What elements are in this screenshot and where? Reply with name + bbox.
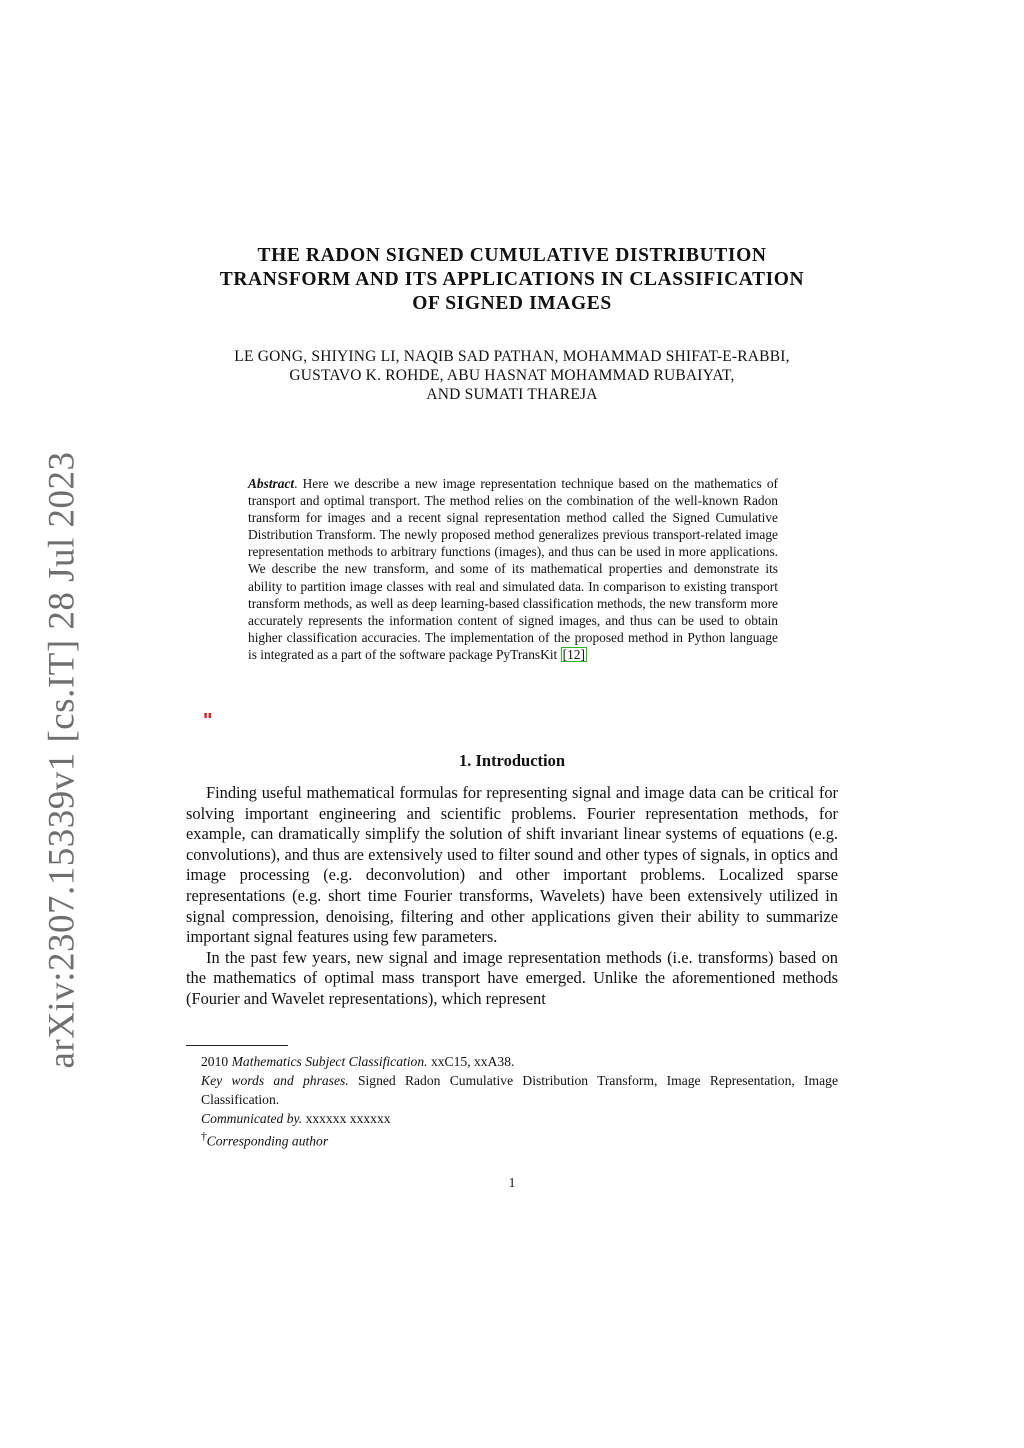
footnotes xyxy=(186,1052,838,1151)
introduction-body xyxy=(186,783,838,1010)
dagger-mark: † xyxy=(201,1131,207,1143)
msc-year: 2010 xyxy=(201,1054,232,1069)
title-line: OF SIGNED IMAGES xyxy=(412,293,612,314)
corresponding-footnote xyxy=(186,1128,838,1151)
author-line: AND SUMATI THAREJA xyxy=(426,386,598,403)
communicated-footnote xyxy=(186,1109,838,1128)
msc-value: xxC15, xxA38. xyxy=(427,1054,515,1069)
author-line: LE GONG, SHIYING LI, NAQIB SAD PATHAN, MOHAMMAD SHIFAT-E-RABBI, xyxy=(234,348,790,365)
footnote-divider xyxy=(186,1045,288,1046)
paper-title xyxy=(170,244,854,316)
section-heading: 1. Introduction xyxy=(458,751,566,770)
author-line: GUSTAVO K. ROHDE, ABU HASNAT MOHAMMAD RUBAIYAT, xyxy=(289,367,735,384)
arxiv-identifier-stamp[interactable]: arXiv:2307.15339v1 [cs.IT] 28 Jul 2023 xyxy=(41,451,83,1069)
annotation-mark: " xyxy=(203,710,213,732)
keywords-value: Signed Radon Cumulative Distribution Transform, Image Representation, Image Classification. xyxy=(201,1073,838,1107)
abstract-label: Abstract xyxy=(248,476,295,491)
body-paragraph: Finding useful mathematical formulas for representing signal and image data can be critical for solving important engineering and scientific problems. Fourier representation methods, for example, can dramatically simplify the solution of shift invariant linear systems of equations (e.g. convolutions), and thus are extensively used to filter sound and other types of signals, in optics and image processing (e.g. deconvolution) and other important problems. Localized sparse representations (e.g. short time Fourier transforms, Wavelets) have been extensively utilized in signal compression, denoising, filtering and other applications given their ability to summarize important signal features using few parameters. xyxy=(186,783,838,947)
communicated-label: Communicated by. xyxy=(201,1111,303,1126)
abstract-text: . Here we describe a new image representation technique based on the mathematics of transport and optimal transport. The method relies on the combination of the well-known Radon transform for images and a recent signal representation method called the Signed Cumulative Distribution Transform. The newly proposed method generalizes previous transport-related image representation methods to arbitrary functions (images), and thus can be used in more applications. We describe the new transform, and some of its mathematical properties and demonstrate its ability to partition image classes with real and simulated data. In comparison to existing transport transform methods, as well as deep learning-based classification methods, the new transform more accurately represents the information content of signed images, and thus can be used to obtain higher classification accuracies. The implementation of the proposed method in Python language is integrated as a part of the software package PyTransKit xyxy=(248,476,778,662)
communicated-value: xxxxxx xxxxxx xyxy=(302,1111,391,1126)
abstract xyxy=(248,475,778,663)
keywords-label: Key words and phrases. xyxy=(201,1073,349,1088)
title-line: THE RADON SIGNED CUMULATIVE DISTRIBUTION xyxy=(257,245,767,266)
author-list xyxy=(170,347,854,404)
keywords-footnote xyxy=(186,1071,838,1109)
body-paragraph: In the past few years, new signal and image representation methods (i.e. transforms) based on the mathematics of optimal mass transport have emerged. Unlike the aforementioned methods (Fourier and Wavelet representations), which represent xyxy=(186,947,838,1008)
corresponding-text: Corresponding author xyxy=(206,1133,329,1149)
msc-label: Mathematics Subject Classification. xyxy=(231,1054,428,1069)
msc-footnote xyxy=(186,1052,838,1071)
page-number: 1 xyxy=(508,1175,516,1190)
citation-link[interactable]: [12] xyxy=(562,646,585,662)
title-line: TRANSFORM AND ITS APPLICATIONS IN CLASSIFICATION xyxy=(219,269,805,290)
